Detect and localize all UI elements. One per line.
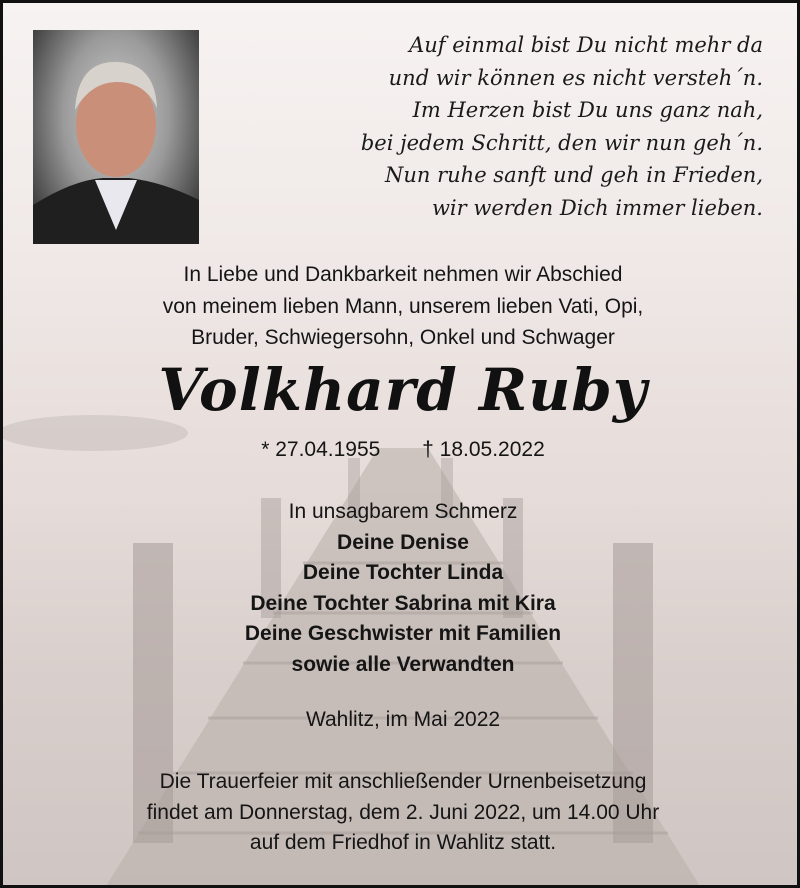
- poem-line: bei jedem Schritt, den wir nun geh´n.: [360, 130, 763, 155]
- birth-date: * 27.04.1955: [261, 438, 381, 461]
- mourners-list: [3, 497, 800, 680]
- poem-line: Nun ruhe sanft und geh in Frieden,: [385, 163, 763, 187]
- farewell-intro: [3, 259, 800, 354]
- intro-line: von meinem lieben Mann, unserem lieben Vati, Opi,: [162, 294, 644, 318]
- memorial-poem: [243, 29, 763, 224]
- funeral-line: Die Trauerfeier mit anschließender Urnenbeisetzung: [159, 770, 647, 793]
- funeral-details: [3, 767, 800, 859]
- intro-line: Bruder, Schwiegersohn, Onkel und Schwager: [191, 326, 615, 349]
- mourners-heading: In unsagbarem Schmerz: [288, 500, 518, 523]
- deceased-name: Volkhard Ruby: [158, 356, 648, 424]
- mourner-name: Deine Geschwister mit Familien: [244, 622, 562, 645]
- mourner-name: Deine Tochter Sabrina mit Kira: [250, 591, 556, 615]
- life-dates: [3, 435, 800, 465]
- death-date: † 18.05.2022: [422, 438, 545, 461]
- poem-line: Auf einmal bist Du nicht mehr da: [409, 33, 763, 57]
- poem-line: und wir können es nicht versteh´n.: [388, 65, 763, 90]
- mourner-name: Deine Denise: [337, 530, 469, 554]
- funeral-line: findet am Donnerstag, dem 2. Juni 2022, um 14.00 Uhr: [146, 800, 660, 824]
- funeral-line: auf dem Friedhof in Wahlitz statt.: [249, 831, 557, 854]
- person-icon: [33, 30, 199, 244]
- intro-line: In Liebe und Dankbarkeit nehmen wir Abschied: [183, 263, 623, 286]
- poem-line: Im Herzen bist Du uns ganz nah,: [412, 98, 763, 122]
- poem-line: wir werden Dich immer lieben.: [431, 195, 763, 220]
- mourner-name: sowie alle Verwandten: [291, 652, 515, 676]
- mourner-name: Deine Tochter Linda: [302, 561, 504, 584]
- portrait-photo: [33, 30, 199, 244]
- place-and-date: Wahlitz, im Mai 2022: [305, 708, 501, 731]
